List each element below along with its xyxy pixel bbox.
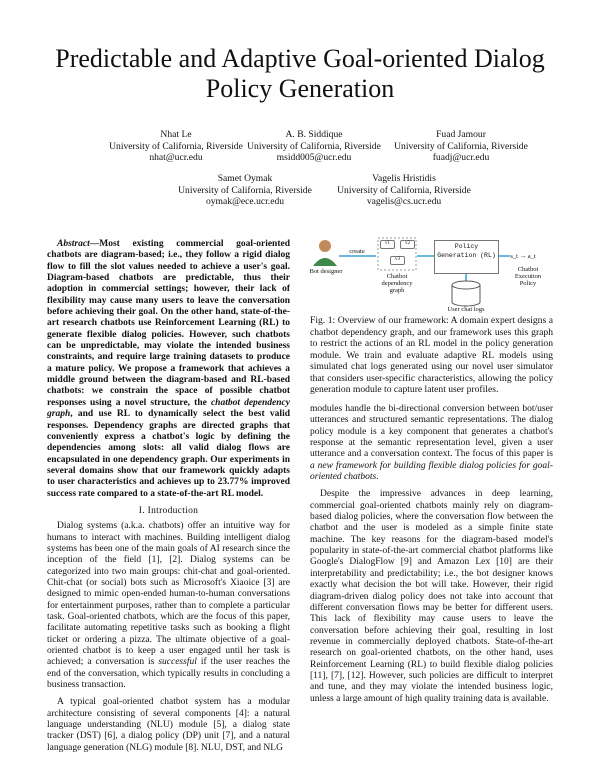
emphasis: a new framework for building flexible dialog policies for goal-oriented chatbots [310, 460, 553, 483]
abstract [47, 239, 290, 500]
abstract-text: , and use RL to dynamically select the best valid responses. Dependency graphs are directed graphs that conveniently express a chatbot's logic by defining the dependencies among slots: all valid dialog flows are encapsulated in one dependency graph. Our experiments in several domains show that our framework quickly adapts to user characteristics and achieves up to 23.77% improved success rate compared to a state-of-the-art RL model. [47, 409, 290, 499]
author-name: A. B. Siddique [285, 129, 343, 140]
figure-1-diagram [310, 236, 553, 314]
abstract-label: Abstract [57, 239, 90, 249]
abstract-dash: — [89, 239, 100, 249]
user-chat-logs-label: User chat logs [447, 306, 485, 313]
author-email: nhat@ucr.edu [149, 152, 203, 163]
bot-designer-label: Bot designer [309, 268, 343, 275]
right-column [310, 404, 553, 705]
author-name: Nhat Le [160, 129, 192, 140]
author-name: Vagelis Hristidis [372, 173, 436, 184]
author-name: Samet Oymak [217, 173, 273, 184]
author-affiliation: University of California, Riverside [337, 184, 471, 196]
author-email: msidd005@ucr.edu [276, 152, 352, 163]
node-v2: v2 [400, 240, 415, 249]
figure-caption: Fig. 1: Overview of our framework: A domain expert designs a chatbot dependency graph, and our framework uses this graph to restrict the actions of an RL model in the policy generation module. We train and evaluate adaptive RL models using simulated chat logs generated using our novel user simulator that considers user-specific characteristics, allowing the policy generation module to capture latent user profiles. [310, 315, 553, 395]
author-email: oymak@ece.ucr.edu [205, 196, 285, 207]
create-label: create [349, 248, 365, 255]
author-email: fuadj@ucr.edu [432, 152, 490, 163]
node-v3: v3 [390, 256, 405, 265]
policy-generation-box: Policy Generation (RL) [434, 240, 499, 274]
text: . [376, 472, 379, 483]
paragraph [47, 521, 290, 691]
graph-label: Chatbot dependency graph [381, 273, 413, 294]
action-label: s_t → a_t [510, 253, 536, 260]
author-block [361, 129, 561, 164]
author-affiliation: University of California, Riverside [178, 184, 312, 196]
abstract-emphasis: chatbot dependency graph [47, 397, 290, 420]
author-affiliation: University of California, Riverside [247, 140, 381, 152]
left-column [47, 239, 290, 754]
paragraph [310, 404, 553, 483]
paper-title: Predictable and Adaptive Goal-oriented Dialog Policy Generation [55, 44, 545, 103]
author-affiliation: University of California, Riverside [394, 140, 528, 152]
text: Dialog systems (a.k.a. chatbots) offer an intuitive way for humans to interact with machines. Building intelligent dialog systems has been one of the main goals of AI research since the inception of the field [1], [2]. Dialog systems can be categorized into two main groups: chit-chat and goal-oriented. Chit-chat (or social) bots such as Microsoft's Xiaoice [3] are designed to mimic open-ended human-to-human conversations for entertainment purposes, rather than to complete a particular task. Goal-oriented chatbots, which are the focus of this paper, facilitate automating repetitive tasks such as booking a flight ticket or ordering a pizza. The ultimate objective of a goal-oriented chatbot is to keep a user engaged until her task is achieved; a conversation is [47, 521, 290, 668]
author-affiliation: University of California, Riverside [109, 140, 243, 152]
author-name: Fuad Jamour [436, 129, 486, 140]
abstract-text: Most existing commercial goal-oriented chatbots are diagram-based; i.e., they follow a rigid dialog flow to fill the slot values needed to achieve a user's goal. Diagram-based chatbots are predictable, thus their adoption in commercial settings; however, their lack of flexibility may cause many users to leave the conversation before achieving their goal. On the other hand, state-of-the-art research chatbots use Reinforcement Learning (RL) to generate flexible dialog policies. However, such chatbots can be unpredictable, may violate the intended business constraints, and require large training datasets to produce a mature policy. We propose a framework that achieves a middle ground between the diagram-based and RL-based chatbots: we constrain the space of possible chatbot responses using a novel structure, the [47, 239, 290, 408]
execution-policy-label: Chatbot Execution Policy [514, 266, 542, 287]
node-v1: v1 [380, 240, 395, 249]
author-block [304, 173, 504, 208]
paragraph: Despite the impressive advances in deep learning, commercial goal-oriented chatbots mainly rely on diagram-based dialog policies, where the conversation flow between the chatbot and the user is modeled as a simple finite state machine. The key reasons for the diagram-based model's popularity in state-of-the-art commercial chatbot platforms like Google's DialogFlow [9] and Amazon Lex [10] are their interpretability and predictability; i.e., the bot designer knows exactly what decision the bot will take. However, their rigid diagram-driven dialog policy does not take into account that different conversation flows may be better for different users. This lack of flexibility may cause users to leave the conversation before achieving their goal, resulting in lost revenue in commercially deployed chatbots. State-of-the-art research on goal-oriented chatbots, on the other hand, uses Reinforcement Learning (RL) to build flexible dialog policies [11], [7], [12]. However, such policies are difficult to interpret and tune, and they may violate the intended business logic, unless a large amount of high quality training data is available. [310, 489, 553, 704]
text: modules handle the bi-directional conversion between bot/user utterances and structured semantic representations. The dialog policy module is a key component that generates a chatbot's response at the semantic representation level, given a user utterance and a conversation context. The focus of this paper is [310, 404, 553, 460]
emphasis: successful [158, 657, 197, 668]
text: if the user reaches the end of the conversation, which typically results in concluding a business transaction. [47, 657, 290, 691]
paragraph: A typical goal-oriented chatbot system has a modular architecture consisting of several components [4]: a natural language understanding (NLU) module [5], a dialog state tracker (DST) [6], a dialog policy (DP) unit [7], and a natural language generation (NLG) module [8]. NLU, DST, and NLG [47, 697, 290, 753]
author-email: vagelis@cs.ucr.edu [366, 196, 442, 207]
section-heading: I. Introduction [138, 505, 199, 516]
